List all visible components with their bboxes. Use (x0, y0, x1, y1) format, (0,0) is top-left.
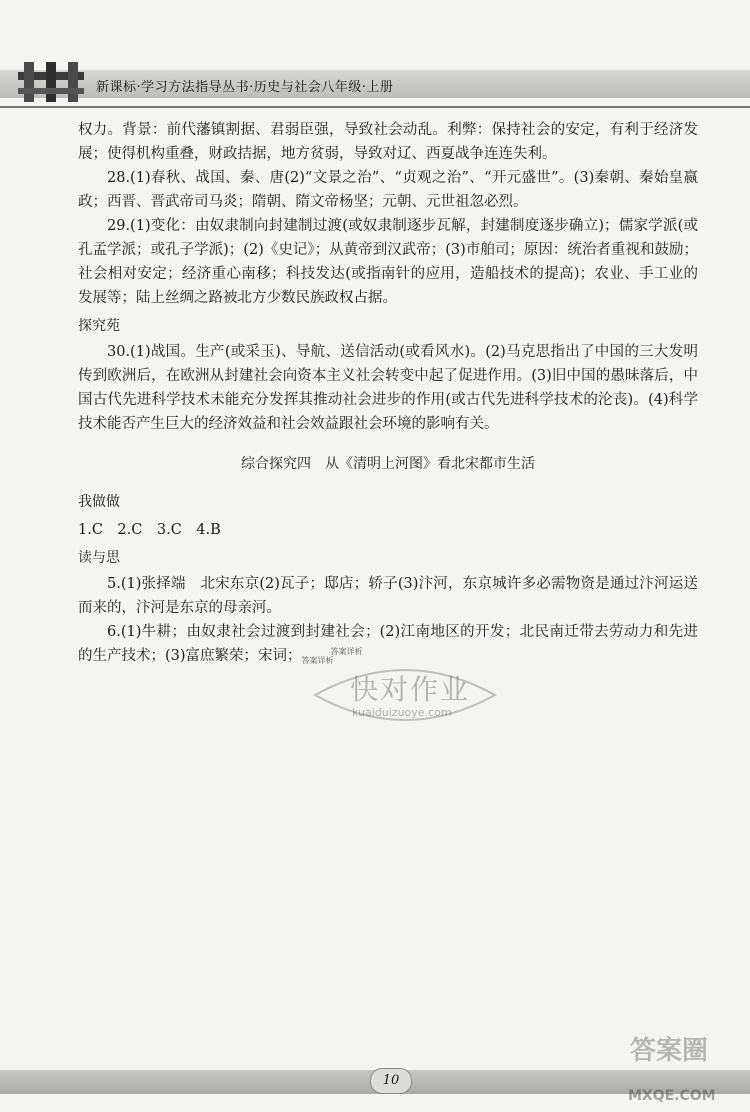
paragraph-6-text: 6.(1)牛耕；由奴隶社会过渡到封建社会；(2)江南地区的开发；北民南迁带去劳动力和先进的生产技术；(3)富庶繁荣；宋词； (78, 624, 698, 664)
paragraph-5: 5.(1)张择端 北宋东京(2)瓦子；邸店；轿子(3)汴河，东京城许多必需物资是通过汴河运送而来的，汴河是东京的母亲河。 (78, 576, 698, 616)
corner-watermark: 答案圈 (630, 1036, 709, 1066)
chapter-title: 综合探究四 从《清明上河图》看北宋都市生活 (241, 456, 535, 472)
page-content (78, 118, 698, 668)
series-logo-icon (16, 58, 86, 106)
paragraph-29: 29.(1)变化：由奴隶制向封建制过渡(或奴隶制逐步瓦解，封建制度逐步确立)；儒家学派(或孔孟学派；或孔子学派)；(2)《史记》；从黄帝到汉武帝；(3)市舶司；原因：统治者重视和鼓励；社会相对安定；经济重心南移；科技发达(或指南针的应用，造船技术的提高)；农业、手工业的发展等；陆上丝绸之路被北方少数民族政权占据。 (78, 218, 698, 306)
small-note-line-2: 答案详析 (301, 656, 334, 665)
header-divider (0, 106, 750, 108)
corner-watermark-url: MXQE.COM (628, 1088, 716, 1104)
section-heading-explore: 探究苑 (78, 318, 120, 334)
section-heading-read: 读与思 (78, 550, 120, 566)
watermark-text: 快对作业 (350, 673, 471, 706)
paragraph-28: 28.(1)春秋、战国、秦、唐(2)“文景之治”、“贞观之治”、“开元盛世”。(3)秦朝、秦始皇嬴政；西晋、晋武帝司马炎；隋朝、隋文帝杨坚；元朝、元世祖忽必烈。 (78, 170, 698, 210)
answers-multiple-choice: 1.C 2.C 3.C 4.B (78, 522, 221, 538)
section-heading-do: 我做做 (78, 494, 120, 510)
paragraph-30: 30.(1)战国。生产(或采玉)、导航、送信活动(或看风水)。(2)马克思指出了中国的三大发明传到欧洲后，在欧洲从封建社会向资本主义社会转变中起了促进作用。(3)旧中国的愚昧落后，中国古代先进科学技术未能充分发挥其推动社会进步的作用(或古代先进科学技术的沦丧)。(4)科学技术能否产生巨大的经济效益和社会效益跟社会环境的影响有关。 (78, 344, 698, 432)
page-number: 10 (370, 1068, 412, 1094)
header-title: 新课标·学习方法指导丛书·历史与社会八年级·上册 (96, 80, 394, 95)
small-note-line-1: 答案详析 (330, 647, 363, 656)
paragraph-27-continued: 权力。背景：前代藩镇割据、君弱臣强，导致社会动乱。利弊：保持社会的安定，有利于经济发展；使得机构重叠，财政拮据，地方贫弱，导致对辽、西夏战争连连失利。 (78, 122, 698, 162)
watermark-url: kuaiduizuoye.com (352, 706, 452, 719)
